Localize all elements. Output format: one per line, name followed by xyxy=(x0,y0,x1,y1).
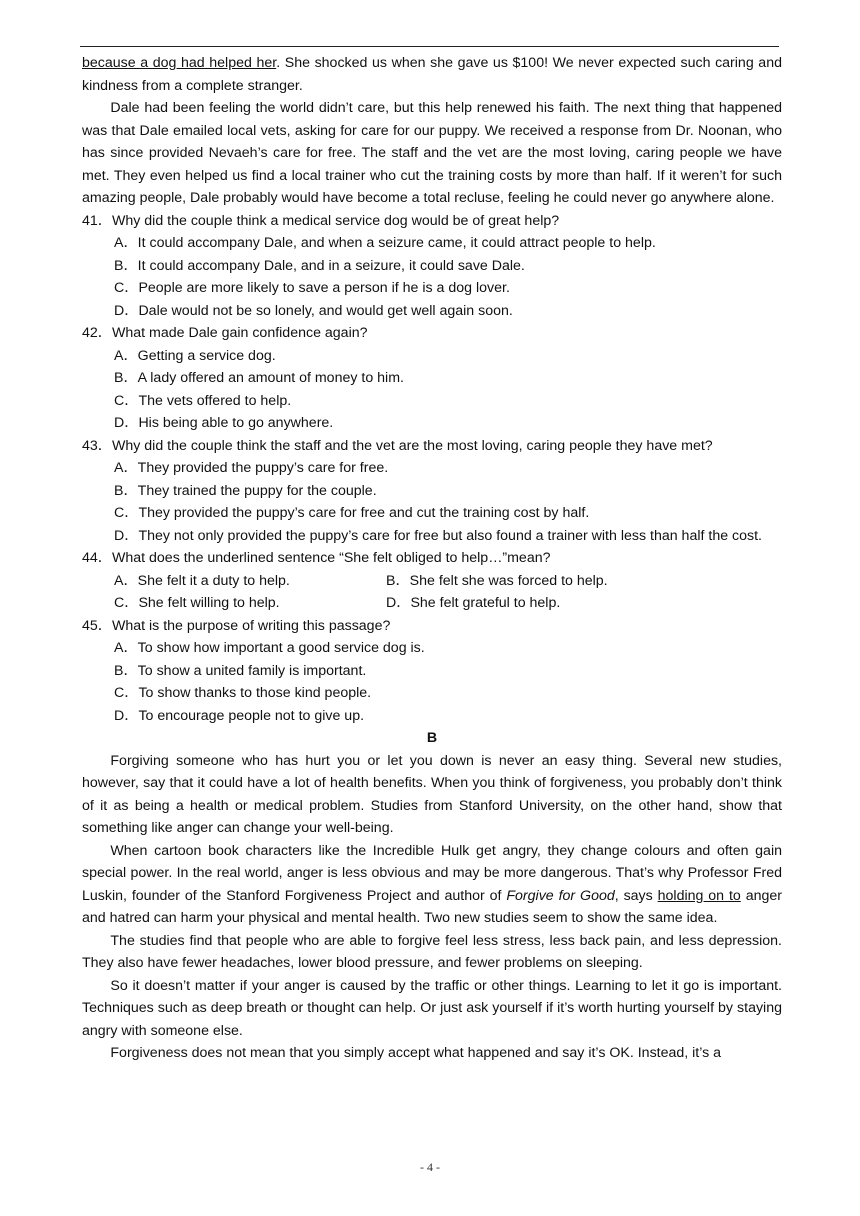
option-44d: D．She felt grateful to help. xyxy=(386,595,561,611)
option-43b: B．They trained the puppy for the couple. xyxy=(114,482,377,499)
question-41: 41．Why did the couple think a medical service dog would be of great help? xyxy=(82,212,560,229)
header-rule xyxy=(80,46,779,47)
option-45d: D．To encourage people not to give up. xyxy=(114,707,365,724)
passage-b-paragraph: Forgiving someone who has hurt you or let you down is never an easy thing. Several new studies, however, say that it could have a lot of health benefits. When you think of forgiveness, you probably don’t think of it as being a health or medical problem. Studies from Stanford University, on the other hand, show that something like anger can change your well-being. xyxy=(82,752,782,836)
option-44b: B．She felt she was forced to help. xyxy=(386,572,608,589)
option-43d: D．They not only provided the puppy’s care for free but also found a trainer with less than half the cost. xyxy=(114,527,763,544)
book-title: Forgive for Good xyxy=(506,887,615,904)
option-43a: A．They provided the puppy’s care for free. xyxy=(114,460,389,476)
option-43c: C．They provided the puppy’s care for free and cut the training cost by half. xyxy=(114,505,590,521)
option-41a: A．It could accompany Dale, and when a seizure came, it could attract people to help. xyxy=(114,235,656,251)
page-body xyxy=(82,52,782,1065)
passage-b-paragraph: When cartoon book characters like the Incredible Hulk get angry, they change colours and often gain special power. In the real world, anger is less obvious and may be more dangerous. That’s why Professor Fred Luskin, founder of the Stanford Forgiveness Project and author of Forgive for Good, says holding on to anger and hatred can harm your physical and mental health. Two new studies seem to show the same idea. xyxy=(82,842,782,926)
section-heading: B xyxy=(426,730,438,746)
underlined-text: because a dog had helped her xyxy=(82,55,277,71)
option-41d: D．Dale would not be so lonely, and would get well again soon. xyxy=(114,302,513,319)
question-42: 42．What made Dale gain confidence again? xyxy=(82,325,368,341)
option-44a: A．She felt it a duty to help. xyxy=(114,572,290,589)
option-45a: A．To show how important a good service dog is. xyxy=(114,640,425,656)
option-42a: A．Getting a service dog. xyxy=(114,347,276,364)
underlined-text: holding on to xyxy=(657,887,741,904)
question-43: 43．Why did the couple think the staff and the vet are the most loving, caring people they have met? xyxy=(82,437,713,454)
page-number: - 4 - xyxy=(420,1160,440,1174)
option-41b: B．It could accompany Dale, and in a seizure, it could save Dale. xyxy=(114,257,525,274)
option-45b: B．To show a united family is important. xyxy=(114,662,367,679)
option-row xyxy=(82,570,782,593)
question-45: 45．What is the purpose of writing this passage? xyxy=(82,617,391,634)
option-42b: B．A lady offered an amount of money to him. xyxy=(114,370,404,386)
option-42d: D．His being able to go anywhere. xyxy=(114,415,334,431)
passage-b-paragraph: Forgiveness does not mean that you simply accept what happened and say it’s OK. Instead, it’s a xyxy=(110,1045,722,1061)
option-row xyxy=(82,592,782,615)
option-45c: C．To show thanks to those kind people. xyxy=(114,685,372,701)
option-41c: C．People are more likely to save a person if he is a dog lover. xyxy=(114,280,510,296)
passage-b-paragraph: The studies find that people who are able to forgive feel less stress, less back pain, and less depression. They also have fewer headaches, lower blood pressure, and fewer problems on sleeping. xyxy=(82,932,782,971)
passage-a-paragraph: Dale had been feeling the world didn’t care, but this help renewed his faith. The next thing that happened was that Dale emailed local vets, asking for care for our puppy. We received a response from Dr. Noonan, who has since provided Nevaeh’s care for free. The staff and the vet are the most loving, caring people we have met. They even helped us find a local trainer who cut the training costs by more than half. If it weren’t for such amazing people, Dale probably would have become a total recluse, feeling he could never go anywhere alone. xyxy=(82,100,782,206)
option-42c: C．The vets offered to help. xyxy=(114,392,292,409)
option-44c: C．She felt willing to help. xyxy=(114,595,280,611)
question-44: 44．What does the underlined sentence “She felt obliged to help…”mean? xyxy=(82,550,551,566)
passage-a-paragraph: because a dog had helped her. She shocked us when she gave us $100! We never expected such caring and kindness from a complete stranger. xyxy=(82,55,782,94)
passage-b-paragraph: So it doesn’t matter if your anger is caused by the traffic or other things. Learning to let it go is important. Techniques such as deep breath or thought can help. Or just ask yourself if it’s worth hurting yourself by staying angry with someone else. xyxy=(82,977,782,1039)
